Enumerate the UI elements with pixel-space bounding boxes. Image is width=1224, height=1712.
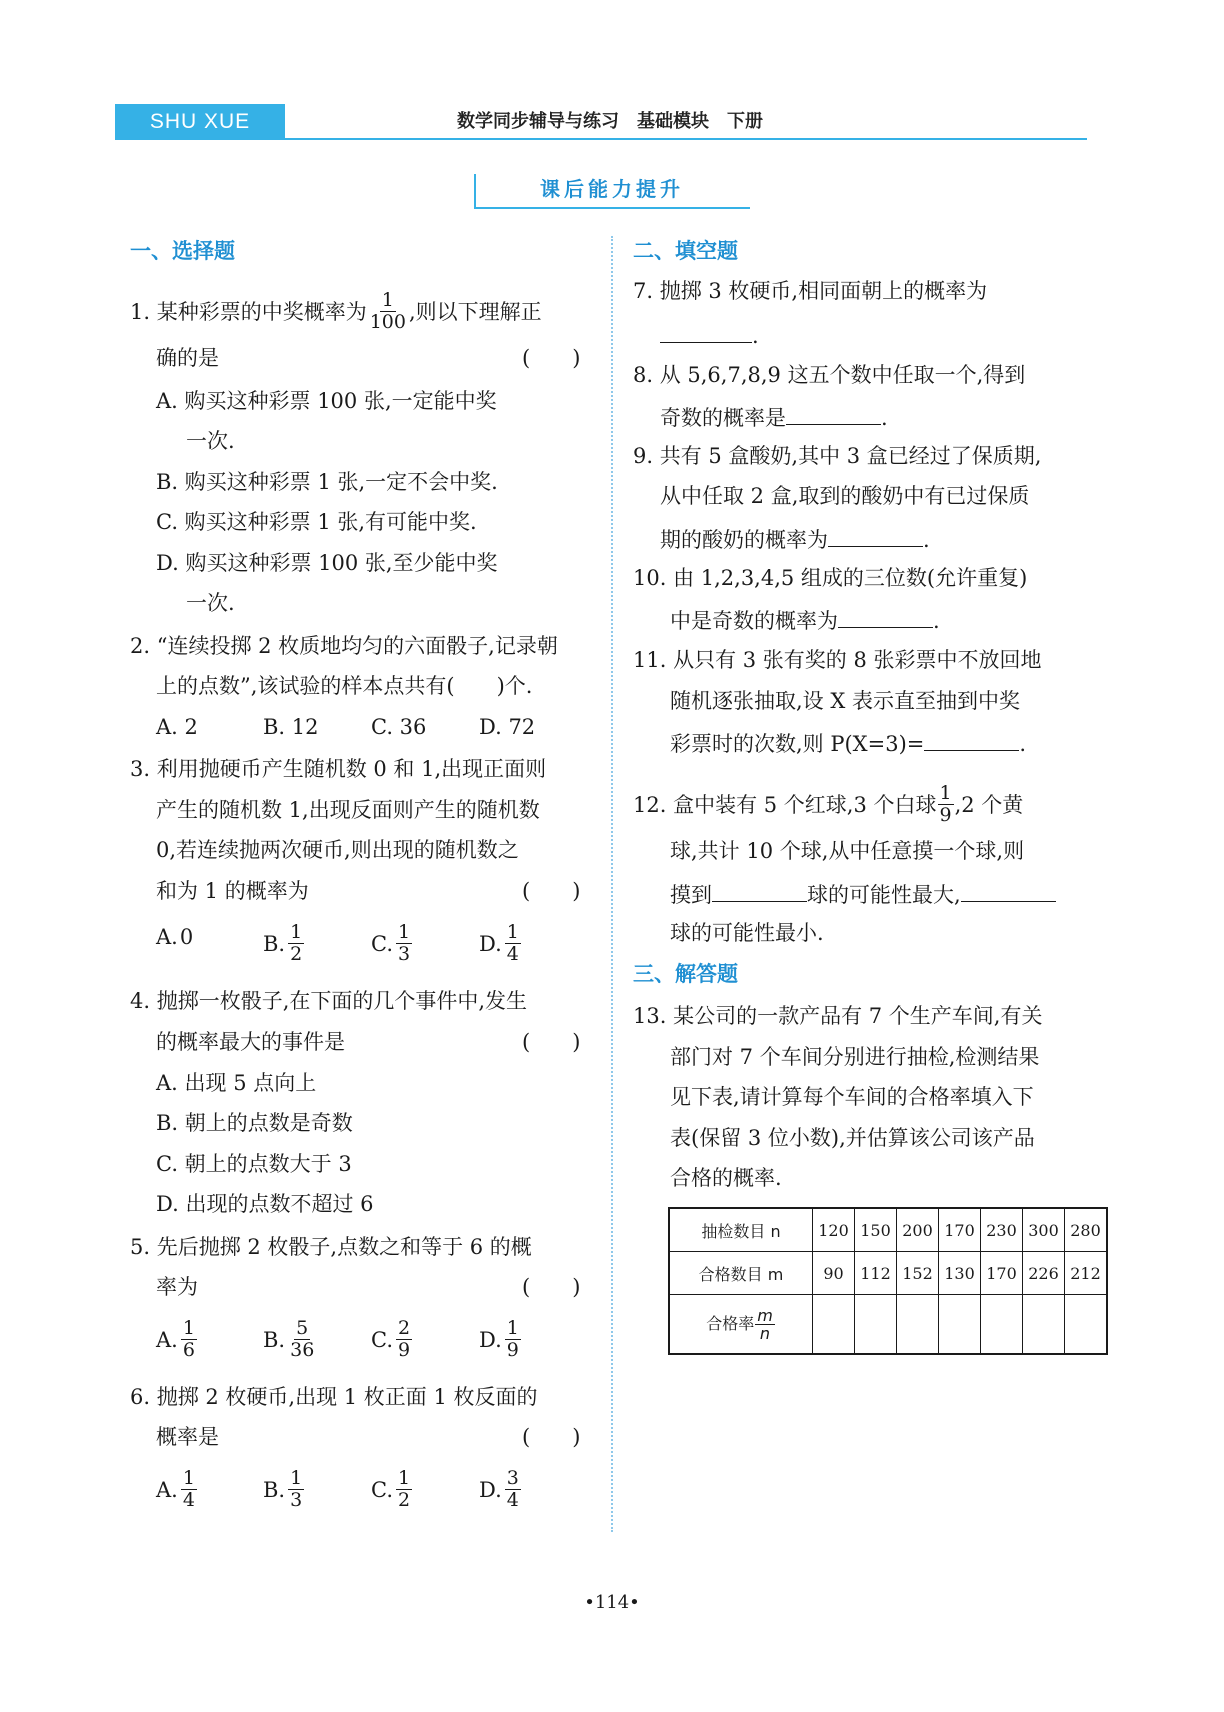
q2-option-b: B. 12 [263, 715, 319, 739]
q3-option-c-label: C. [371, 931, 393, 956]
q6-option-a-frac [181, 1468, 197, 1511]
q6-option-c-label: C. [371, 1477, 393, 1502]
q6-option-d [479, 1468, 522, 1511]
q5-option-c-label: C. [371, 1327, 393, 1352]
rate-fraction [755, 1307, 775, 1342]
rate-answer-cell[interactable] [1065, 1295, 1108, 1355]
rate-answer-cell[interactable] [855, 1295, 897, 1355]
q1-option-b: B. 购买这种彩票 1 张,一定不会中奖. [156, 470, 498, 494]
q9-answer-blank[interactable] [828, 522, 923, 547]
q3-option-b-label: B. [263, 931, 286, 956]
q3-b-num: 1 [290, 921, 303, 943]
q3-c-den: 3 [398, 943, 411, 965]
table-row-qualified [669, 1252, 1107, 1295]
q2-line1: 2. “连续投掷 2 枚质地均匀的六面骰子,记录朝 [130, 634, 558, 658]
q5-option-c-frac [396, 1318, 412, 1361]
section-title-fill: 二、填空题 [633, 239, 738, 263]
q3-d-den: 4 [506, 943, 519, 965]
q5-option-b-label: B. [263, 1327, 286, 1352]
q3-c-num: 1 [398, 921, 411, 943]
q7-end: . [752, 324, 759, 348]
q5-a-den: 6 [182, 1339, 195, 1361]
q3-option-d [479, 922, 522, 965]
q3-line2: 产生的随机数 1,出现反面则产生的随机数 [156, 798, 540, 822]
q5-option-b [263, 1318, 317, 1361]
q6-a-num: 1 [182, 1467, 195, 1489]
rate-frac-den: n [759, 1323, 771, 1343]
q8-line2 [660, 400, 888, 433]
q10-line2-text: 中是奇数的概率为 [670, 609, 838, 633]
q4-option-d: D. 出现的点数不超过 6 [156, 1192, 374, 1216]
rate-answer-cell[interactable] [939, 1295, 981, 1355]
q2-option-c: C. 36 [371, 715, 427, 739]
q3-option-b [263, 922, 305, 965]
table-cell: 130 [939, 1252, 981, 1295]
table-cell: 170 [939, 1208, 981, 1252]
q3-d-num: 1 [506, 921, 519, 943]
q5-c-num: 2 [398, 1317, 411, 1339]
q6-c-den: 2 [398, 1489, 411, 1511]
q4-option-a: A. 出现 5 点向上 [156, 1071, 317, 1095]
q9-line3 [660, 522, 930, 555]
q1-line1 [130, 290, 542, 333]
q11-end: . [1019, 732, 1027, 756]
q6-option-b-label: B. [263, 1477, 286, 1502]
table-row-sampled [669, 1208, 1107, 1252]
q12-answer-blank-min[interactable] [961, 877, 1056, 902]
q5-a-num: 1 [182, 1317, 195, 1339]
q6-option-b [263, 1468, 305, 1511]
table-head-rate-label: 合格率 [706, 1313, 755, 1333]
table-row-rate [669, 1295, 1107, 1355]
q6-option-c [371, 1468, 413, 1511]
subject-tag: SHU XUE [115, 104, 285, 139]
q10-end: . [933, 609, 940, 633]
q6-b-num: 1 [290, 1467, 303, 1489]
q5-c-den: 9 [398, 1339, 411, 1361]
table-cell: 226 [1023, 1252, 1065, 1295]
table-cell: 280 [1065, 1208, 1108, 1252]
q1-text-post: ,则以下理解正 [408, 299, 542, 324]
rate-frac-num: m [757, 1305, 773, 1325]
q2-option-a: A. 2 [156, 715, 198, 739]
q6-option-d-label: D. [479, 1477, 502, 1502]
q2-option-d: D. 72 [479, 715, 536, 739]
q1-text-pre: 1. 某种彩票的中奖概率为 [130, 299, 367, 324]
q5-option-b-frac [288, 1318, 316, 1361]
q12-fraction [938, 783, 954, 826]
q1-frac-num: 1 [381, 289, 394, 311]
table-cell: 90 [813, 1252, 855, 1295]
q1-line2: 确的是 [156, 346, 219, 370]
q4-option-c: C. 朝上的点数大于 3 [156, 1152, 352, 1176]
q6-answer-paren: ( ) [522, 1425, 581, 1449]
q5-line1: 5. 先后抛掷 2 枚骰子,点数之和等于 6 的概 [130, 1235, 532, 1259]
q13-line3: 见下表,请计算每个车间的合格率填入下 [670, 1085, 1034, 1109]
q11-answer-blank[interactable] [924, 726, 1019, 751]
table-head-sampled: 抽检数目 n [669, 1208, 813, 1252]
section-title-answer: 三、解答题 [633, 962, 738, 986]
q5-option-a-frac [181, 1318, 197, 1361]
q12-frac-num: 1 [939, 782, 952, 804]
q3-line4: 和为 1 的概率为 [156, 879, 309, 903]
q13-line4: 表(保留 3 位小数),并估算该公司该产品 [670, 1126, 1035, 1150]
q6-option-d-frac [505, 1468, 521, 1511]
q2-line2: 上的点数”,该试验的样本点共有( )个. [156, 674, 533, 698]
q6-d-num: 3 [506, 1467, 519, 1489]
table-cell: 170 [981, 1252, 1023, 1295]
q4-answer-paren: ( ) [522, 1030, 581, 1054]
q10-line2 [670, 603, 940, 636]
q6-a-den: 4 [182, 1489, 195, 1511]
q6-b-den: 3 [290, 1489, 303, 1511]
q3-option-d-frac [505, 922, 521, 965]
q8-line1: 8. 从 5,6,7,8,9 这五个数中任取一个,得到 [633, 363, 1026, 387]
q10-line1: 10. 由 1,2,3,4,5 组成的三位数(允许重复) [633, 566, 1028, 590]
q6-option-a [156, 1468, 198, 1511]
q4-option-b: B. 朝上的点数是奇数 [156, 1111, 353, 1135]
table-cell: 230 [981, 1208, 1023, 1252]
header-rule [115, 138, 1087, 140]
q5-option-d [479, 1318, 522, 1361]
q12-answer-blank-max[interactable] [712, 877, 807, 902]
q3-option-b-frac [288, 922, 304, 965]
table-head-rate [669, 1295, 813, 1355]
q12-text-pre: 12. 盒中装有 5 个红球,3 个白球 [633, 792, 937, 817]
q11-line1: 11. 从只有 3 张有奖的 8 张彩票中不放回地 [633, 648, 1042, 672]
q11-line3 [670, 726, 1026, 759]
q5-b-num: 5 [296, 1317, 309, 1339]
q1-option-a-cont: 一次. [186, 429, 235, 453]
q5-option-c [371, 1318, 413, 1361]
table-cell: 152 [897, 1252, 939, 1295]
rate-answer-cell[interactable] [897, 1295, 939, 1355]
q6-line2: 概率是 [156, 1425, 219, 1449]
q3-b-den: 2 [290, 943, 303, 965]
q5-answer-paren: ( ) [522, 1275, 581, 1299]
q9-line3-text: 期的酸奶的概率为 [660, 528, 828, 552]
q10-answer-blank[interactable] [838, 603, 933, 628]
q5-option-d-label: D. [479, 1327, 502, 1352]
q9-end: . [923, 528, 930, 552]
q12-line4: 球的可能性最小. [670, 921, 824, 945]
q12-text-post: ,2 个黄 [954, 792, 1024, 817]
q6-option-b-frac [288, 1468, 304, 1511]
table-head-qualified: 合格数目 m [669, 1252, 813, 1295]
q7-line1: 7. 抛掷 3 枚硬币,相同面朝上的概率为 [633, 279, 988, 303]
q1-fraction [368, 290, 408, 333]
q3-option-d-label: D. [479, 931, 502, 956]
q3-line3: 0,若连续抛两次硬币,则出现的随机数之 [156, 838, 519, 862]
q12-line3-b: 球的可能性最大, [807, 883, 961, 907]
q1-answer-paren: ( ) [522, 346, 581, 370]
rate-answer-cell[interactable] [1023, 1295, 1065, 1355]
q5-line2: 率为 [156, 1275, 198, 1299]
q12-frac-den: 9 [939, 804, 952, 826]
q1-option-d-cont: 一次. [186, 591, 235, 615]
q5-d-den: 9 [506, 1339, 519, 1361]
q7-line2 [660, 318, 759, 351]
rate-answer-cell[interactable] [981, 1295, 1023, 1355]
q3-answer-paren: ( ) [522, 879, 581, 903]
rate-answer-cell[interactable] [813, 1295, 855, 1355]
book-title: 数学同步辅导与练习 基础模块 下册 [457, 111, 763, 132]
q6-option-a-label: A. [156, 1477, 178, 1502]
q6-option-c-frac [396, 1468, 412, 1511]
q3-option-c-frac [396, 922, 412, 965]
q13-line1: 13. 某公司的一款产品有 7 个生产车间,有关 [633, 1004, 1043, 1028]
q13-line5: 合格的概率. [670, 1166, 782, 1190]
q1-option-d: D. 购买这种彩票 100 张,至少能中奖 [156, 551, 498, 575]
q8-answer-blank[interactable] [786, 400, 881, 425]
q9-line1: 9. 共有 5 盒酸奶,其中 3 盒已经过了保质期, [633, 444, 1042, 468]
q1-frac-den: 100 [369, 311, 406, 333]
q4-line2: 的概率最大的事件是 [156, 1030, 345, 1054]
q3-option-c [371, 922, 413, 965]
q1-option-c: C. 购买这种彩票 1 张,有可能中奖. [156, 510, 477, 534]
section-title-choice: 一、选择题 [130, 239, 235, 263]
q8-line2-text: 奇数的概率是 [660, 406, 786, 430]
q5-option-d-frac [505, 1318, 521, 1361]
q12-line1 [633, 783, 1023, 826]
inspection-table [668, 1207, 1108, 1355]
q6-d-den: 4 [506, 1489, 519, 1511]
table-cell: 120 [813, 1208, 855, 1252]
section-banner: 课后能力提升 [540, 177, 684, 201]
q5-d-num: 1 [506, 1317, 519, 1339]
page-number: •114• [584, 1592, 640, 1613]
table-cell: 200 [897, 1208, 939, 1252]
q12-line3-a: 摸到 [670, 883, 712, 907]
column-divider [611, 236, 613, 1532]
q9-line2: 从中任取 2 盒,取到的酸奶中有已过保质 [660, 484, 1030, 508]
q3-line1: 3. 利用抛硬币产生随机数 0 和 1,出现正面则 [130, 757, 547, 781]
q11-line3-text: 彩票时的次数,则 P(X=3)= [670, 732, 925, 756]
table-cell: 112 [855, 1252, 897, 1295]
q6-c-num: 1 [398, 1467, 411, 1489]
q7-answer-blank[interactable] [660, 318, 752, 343]
table-cell: 150 [855, 1208, 897, 1252]
q12-line2: 球,共计 10 个球,从中任意摸一个球,则 [670, 839, 1025, 863]
q12-line3 [670, 877, 1056, 910]
q3-option-a [156, 922, 193, 952]
q3-option-a-value: 0 [179, 925, 194, 949]
q5-b-den: 36 [290, 1339, 315, 1361]
table-cell: 300 [1023, 1208, 1065, 1252]
q8-end: . [881, 406, 888, 430]
q1-option-a: A. 购买这种彩票 100 张,一定能中奖 [156, 389, 497, 413]
table-cell: 212 [1065, 1252, 1108, 1295]
q5-option-a [156, 1318, 198, 1361]
q13-line2: 部门对 7 个车间分别进行抽检,检测结果 [670, 1045, 1040, 1069]
q6-line1: 6. 抛掷 2 枚硬币,出现 1 枚正面 1 枚反面的 [130, 1385, 538, 1409]
q5-option-a-label: A. [156, 1327, 178, 1352]
q11-line2: 随机逐张抽取,设 X 表示直至抽到中奖 [670, 689, 1020, 713]
q3-option-a-label: A. [156, 925, 178, 949]
q4-line1: 4. 抛掷一枚骰子,在下面的几个事件中,发生 [130, 989, 528, 1013]
